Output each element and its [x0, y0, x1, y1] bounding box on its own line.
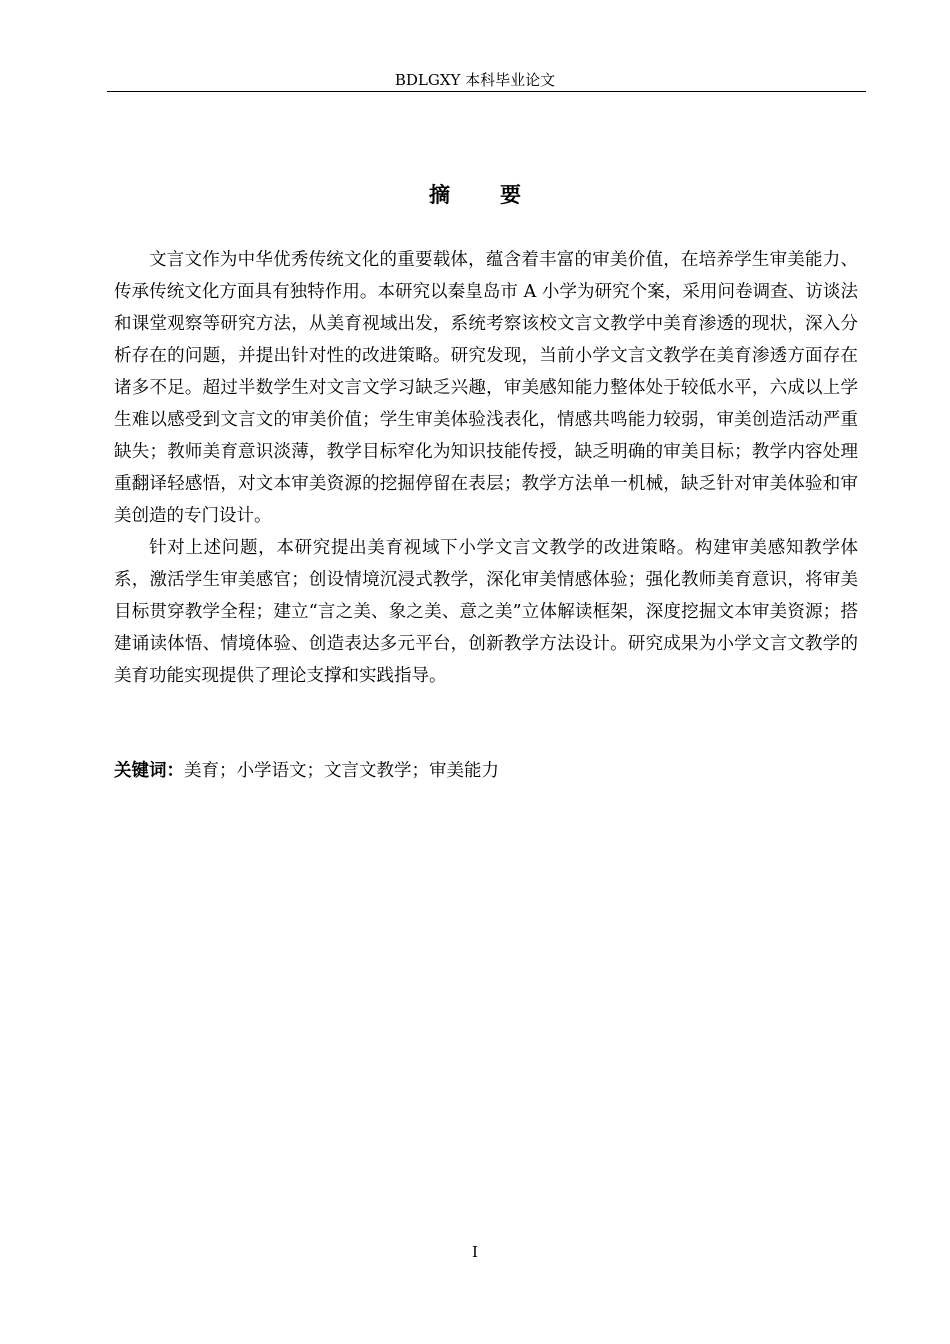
abstract-paragraph-2: 针对上述问题，本研究提出美育视域下小学文言文教学的改进策略。构建审美感知教学体系，激活学生审美感官；创设情境沉浸式教学，深化审美情感体验；强化教师美育意识，将审美目标贯穿教学全程；建立“言之美、象之美、意之美”立体解读框架，深度挖掘文本审美资源；搭建诵读体悟、情境体验、创造表达多元平台，创新教学方法设计。研究成果为小学文言文教学的美育功能实现提供了理论支撑和实践指导。 — [114, 538, 858, 686]
running-header: BDLGXY 本科毕业论文 — [394, 71, 556, 89]
abstract-paragraph-1: 文言文作为中华优秀传统文化的重要载体，蕴含着丰富的审美价值，在培养学生审美能力、传承传统文化方面具有独特作用。本研究以秦皇岛市 A 小学为研究个案，采用问卷调查、访谈法和课堂观察等研究方法，从美育视域出发，系统考察该校文言文教学中美育渗透的现状，深入分析存在的问题，并提出针对性的改进策略。研究发现，当前小学文言文教学在美育渗透方面存在诸多不足。超过半数学生对文言文学习缺乏兴趣，审美感知能力整体处于较低水平，六成以上学生难以感受到文言文的审美价值；学生审美体验浅表化，情感共鸣能力较弱，审美创造活动严重缺失；教师美育意识淡薄，教学目标窄化为知识技能传授，缺乏明确的审美目标；教学内容处理重翻译轻感悟，对文本审美资源的挖掘停留在表层；教学方法单一机械，缺乏针对审美体验和审美创造的专门设计。 — [114, 250, 858, 526]
keywords-label: 关键词： — [114, 761, 184, 781]
keywords-line — [114, 755, 858, 787]
keywords-value: 美育；小学语文；文言文教学；审美能力 — [184, 761, 499, 781]
abstract-body — [114, 244, 858, 692]
page-number: I — [472, 1243, 478, 1261]
abstract-title: 摘要 — [429, 183, 571, 207]
header-rule — [107, 91, 866, 92]
